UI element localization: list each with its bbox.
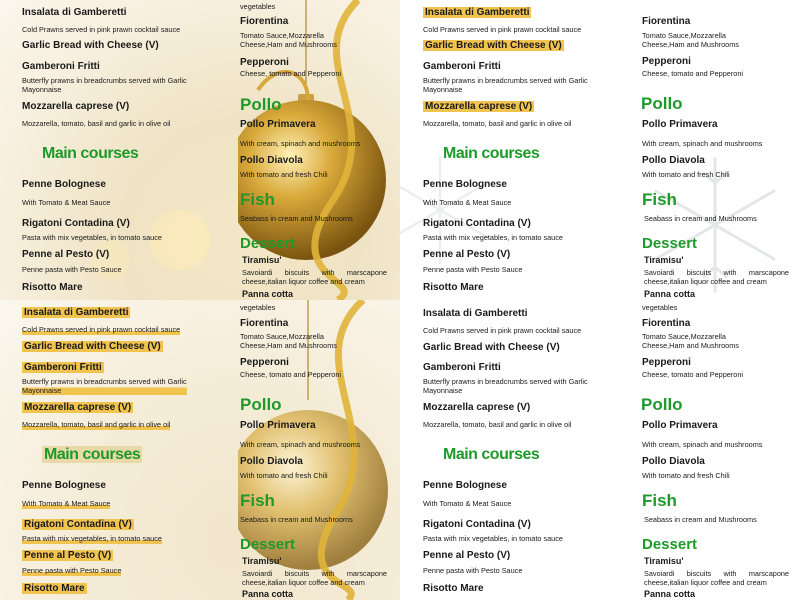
item-penne-pesto-desc: Penne pasta with Pesto Sauce — [22, 566, 122, 575]
item-penne-bolognese-desc: With Tomato & Meat Sauce — [22, 499, 111, 508]
item-mozzarella-name: Mozzarella caprese (V) — [423, 402, 531, 413]
item-pepperoni-name: Pepperoni — [240, 57, 289, 68]
item-fiorentina-name: Fiorentina — [240, 318, 289, 329]
item-fiorentina-desc: Tomato Sauce,Mozzarella Cheese,Ham and Mushrooms — [240, 332, 337, 350]
item-penne-bolognese-name: Penne Bolognese — [22, 480, 106, 491]
item-penne-bolognese-desc: With Tomato & Meat Sauce — [423, 198, 512, 207]
item-penne-pesto-name: Penne al Pesto (V) — [24, 550, 112, 561]
item-pollo-diavola-desc: With tomato and fresh Chili — [240, 471, 328, 480]
item-mozzarella-name: Mozzarella caprese (V) — [425, 101, 533, 112]
item-penne-pesto-name: Penne al Pesto (V) — [22, 249, 110, 260]
item-pollo-diavola-name: Pollo Diavola — [240, 456, 303, 467]
item-tiramisu-desc: Savoiardi biscuits with marscapone cheese,italian liquor coffee and cream — [644, 268, 789, 286]
item-risotto-name: Risotto Mare — [423, 282, 484, 293]
item-penne-pesto-name: Penne al Pesto (V) — [423, 249, 511, 260]
item-pepperoni-desc: Cheese, tomato and Pepperoni — [642, 69, 744, 78]
section-pollo: Pollo — [240, 395, 282, 414]
item-insalata-name: Insalata di Gamberetti — [425, 7, 530, 18]
menu-panel-bottom-left — [0, 300, 400, 600]
item-rigatoni-desc: Pasta with mix vegetables, in tomato sauce — [423, 233, 563, 242]
item-risotto-name: Risotto Mare — [22, 282, 83, 293]
item-pepperoni-desc: Cheese, tomato and Pepperoni — [240, 69, 342, 78]
item-tiramisu-name: Tiramisu' — [242, 255, 282, 265]
item-top-desc: vegetables — [240, 303, 276, 312]
item-gamberoni-desc: Butterfly prawns in breadcrumbs served with Garlic Mayonnaise — [423, 76, 588, 94]
item-insalata-desc: Cold Prawns served in pink prawn cocktail sauce — [423, 326, 582, 335]
menu-panel-bottom-right — [400, 300, 800, 600]
item-tiramisu-desc: Savoiardi biscuits with marscapone cheese,italian liquor coffee and cream — [644, 569, 789, 587]
item-fiorentina-desc: Tomato Sauce,Mozzarella Cheese,Ham and Mushrooms — [642, 332, 739, 350]
item-fiorentina-name: Fiorentina — [642, 16, 691, 27]
item-mozzarella-name: Mozzarella caprese (V) — [24, 402, 132, 413]
item-garlic-bread-name: Garlic Bread with Cheese (V) — [24, 341, 161, 352]
item-garlic-bread-name: Garlic Bread with Cheese (V) — [425, 40, 562, 51]
section-main-courses: Main courses — [443, 446, 540, 463]
item-fiorentina-desc: Tomato Sauce,Mozzarella Cheese,Ham and Mushrooms — [642, 31, 739, 49]
item-pepperoni-desc: Cheese, tomato and Pepperoni — [642, 370, 744, 379]
menu-panel-top-left — [0, 0, 400, 300]
item-pollo-diavola-name: Pollo Diavola — [642, 155, 705, 166]
item-pollo-diavola-desc: With tomato and fresh Chili — [240, 170, 328, 179]
item-rigatoni-name: Rigatoni Contadina (V) — [423, 519, 531, 530]
section-fish: Fish — [240, 491, 275, 510]
item-penne-bolognese-desc: With Tomato & Meat Sauce — [22, 198, 111, 207]
item-pepperoni-name: Pepperoni — [642, 56, 691, 67]
item-mozzarella-name: Mozzarella caprese (V) — [22, 101, 130, 112]
item-pollo-diavola-desc: With tomato and fresh Chili — [642, 170, 730, 179]
item-gamberoni-desc: Butterfly prawns in breadcrumbs served with Garlic Mayonnaise — [423, 377, 588, 395]
item-gamberoni-desc: Butterfly prawns in breadcrumbs served with Garlic Mayonnaise — [22, 76, 187, 94]
item-pollo-primavera-desc: With cream, spinach and mushrooms — [642, 440, 763, 449]
section-fish: Fish — [240, 190, 275, 209]
item-penne-pesto-desc: Penne pasta with Pesto Sauce — [22, 265, 122, 274]
item-tiramisu-name: Tiramisu' — [644, 556, 684, 566]
item-insalata-desc: Cold Prawns served in pink prawn cocktail sauce — [22, 325, 181, 334]
item-top-desc: vegetables — [240, 2, 276, 11]
section-main-courses: Main courses — [443, 145, 540, 162]
item-penne-pesto-desc: Penne pasta with Pesto Sauce — [423, 265, 523, 274]
item-rigatoni-name: Rigatoni Contadina (V) — [22, 218, 130, 229]
item-gamberoni-name: Gamberoni Fritti — [423, 61, 501, 72]
item-insalata-desc: Cold Prawns served in pink prawn cocktail sauce — [423, 25, 582, 34]
item-fiorentina-desc: Tomato Sauce,Mozzarella Cheese,Ham and Mushrooms — [240, 31, 337, 49]
item-penne-bolognese-name: Penne Bolognese — [423, 480, 507, 491]
item-pepperoni-name: Pepperoni — [642, 357, 691, 368]
item-rigatoni-name: Rigatoni Contadina (V) — [24, 519, 132, 530]
item-gamberoni-name: Gamberoni Fritti — [24, 362, 102, 373]
item-panna-name: Panna cotta — [644, 289, 696, 299]
item-rigatoni-desc: Pasta with mix vegetables, in tomato sauce — [22, 233, 162, 242]
item-gamberoni-desc: Butterfly prawns in breadcrumbs served with Garlic Mayonnaise — [22, 377, 187, 395]
item-risotto-name: Risotto Mare — [24, 583, 85, 594]
section-fish: Fish — [642, 491, 677, 510]
section-dessert: Dessert — [240, 235, 296, 252]
item-top-desc: vegetables — [642, 303, 678, 312]
item-pollo-primavera-desc: With cream, spinach and mushrooms — [240, 440, 361, 449]
item-garlic-bread-name: Garlic Bread with Cheese (V) — [423, 342, 560, 353]
item-insalata-desc: Cold Prawns served in pink prawn cocktail sauce — [22, 25, 181, 34]
item-penne-bolognese-desc: With Tomato & Meat Sauce — [423, 499, 512, 508]
item-fiorentina-name: Fiorentina — [642, 318, 691, 329]
item-pollo-primavera-desc: With cream, spinach and mushrooms — [240, 139, 361, 148]
item-tiramisu-name: Tiramisu' — [644, 255, 684, 265]
section-dessert: Dessert — [240, 536, 296, 553]
item-mozzarella-desc: Mozzarella, tomato, basil and garlic in olive oil — [423, 119, 572, 128]
item-fiorentina-name: Fiorentina — [240, 16, 289, 27]
item-mozzarella-desc: Mozzarella, tomato, basil and garlic in olive oil — [22, 119, 171, 128]
item-pollo-diavola-desc: With tomato and fresh Chili — [642, 471, 730, 480]
item-risotto-name: Risotto Mare — [423, 583, 484, 594]
section-dessert: Dessert — [642, 536, 698, 553]
item-rigatoni-desc: Pasta with mix vegetables, in tomato sauce — [22, 534, 162, 543]
item-tiramisu-desc: Savoiardi biscuits with marscapone cheese,italian liquor coffee and cream — [242, 268, 387, 286]
section-main-courses: Main courses — [42, 145, 139, 162]
item-pollo-primavera-name: Pollo Primavera — [642, 420, 718, 431]
item-insalata-name: Insalata di Gamberetti — [24, 307, 129, 318]
item-gamberoni-name: Gamberoni Fritti — [22, 61, 100, 72]
item-garlic-bread-name: Garlic Bread with Cheese (V) — [22, 40, 159, 51]
section-dessert: Dessert — [642, 235, 698, 252]
item-fish-desc: Seabass in cream and Mushrooms — [644, 214, 757, 223]
item-panna-name: Panna cotta — [242, 589, 294, 599]
item-rigatoni-desc: Pasta with mix vegetables, in tomato sauce — [423, 534, 563, 543]
item-insalata-name: Insalata di Gamberetti — [22, 7, 127, 18]
section-pollo: Pollo — [641, 395, 683, 414]
item-pollo-primavera-desc: With cream, spinach and mushrooms — [642, 139, 763, 148]
item-insalata-name: Insalata di Gamberetti — [423, 308, 528, 319]
item-pollo-primavera-name: Pollo Primavera — [642, 119, 718, 130]
item-fish-desc: Seabass in cream and Mushrooms — [240, 515, 353, 524]
item-pepperoni-desc: Cheese, tomato and Pepperoni — [240, 370, 342, 379]
section-pollo: Pollo — [240, 95, 282, 114]
item-pollo-primavera-name: Pollo Primavera — [240, 119, 316, 130]
item-rigatoni-name: Rigatoni Contadina (V) — [423, 218, 531, 229]
item-pollo-primavera-name: Pollo Primavera — [240, 420, 316, 431]
item-tiramisu-desc: Savoiardi biscuits with marscapone cheese,italian liquor coffee and cream — [242, 569, 387, 587]
item-penne-pesto-desc: Penne pasta with Pesto Sauce — [423, 566, 523, 575]
section-main-courses: Main courses — [44, 446, 141, 463]
item-pepperoni-name: Pepperoni — [240, 357, 289, 368]
item-penne-bolognese-name: Penne Bolognese — [22, 179, 106, 190]
item-pollo-diavola-name: Pollo Diavola — [240, 155, 303, 166]
item-tiramisu-name: Tiramisu' — [242, 556, 282, 566]
menu-panel-top-right — [400, 0, 800, 300]
item-pollo-diavola-name: Pollo Diavola — [642, 456, 705, 467]
section-fish: Fish — [642, 190, 677, 209]
item-fish-desc: Seabass in cream and Mushrooms — [644, 515, 757, 524]
section-pollo: Pollo — [641, 94, 683, 113]
item-panna-name: Panna cotta — [242, 289, 294, 299]
item-gamberoni-name: Gamberoni Fritti — [423, 362, 501, 373]
item-penne-pesto-name: Penne al Pesto (V) — [423, 550, 511, 561]
item-mozzarella-desc: Mozzarella, tomato, basil and garlic in olive oil — [22, 420, 171, 429]
item-fish-desc: Seabass in cream and Mushrooms — [240, 214, 353, 223]
item-panna-name: Panna cotta — [644, 589, 696, 599]
item-mozzarella-desc: Mozzarella, tomato, basil and garlic in olive oil — [423, 420, 572, 429]
item-penne-bolognese-name: Penne Bolognese — [423, 179, 507, 190]
